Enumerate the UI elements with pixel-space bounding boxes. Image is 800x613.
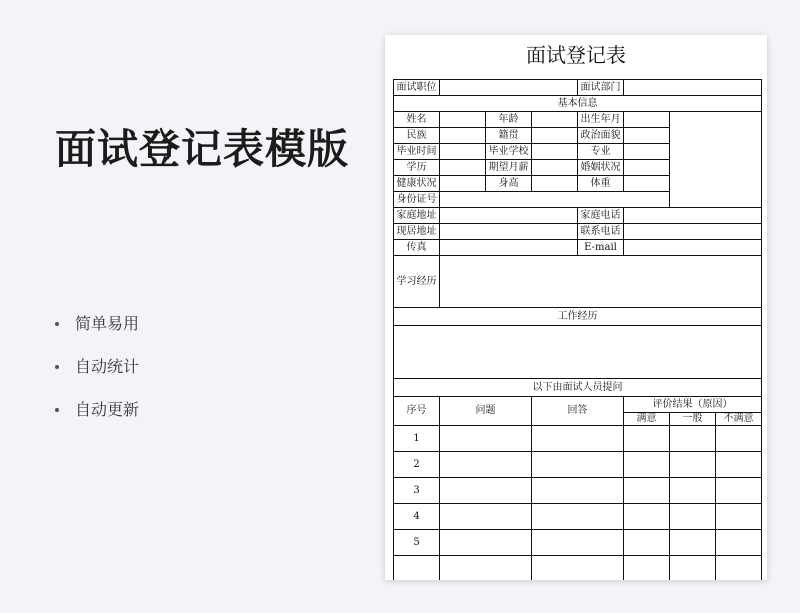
row-index: 1 [394, 426, 440, 452]
ethnicity-value[interactable] [440, 128, 486, 144]
home-phone-label: 家庭电话 [578, 208, 624, 224]
marital-status-label: 婚姻状况 [578, 160, 624, 176]
average-cell[interactable] [670, 478, 716, 504]
health-value[interactable] [440, 176, 486, 192]
fax-value[interactable] [440, 240, 578, 256]
answer-cell[interactable] [532, 556, 624, 581]
current-address-label: 现居地址 [394, 224, 440, 240]
feature-label: 自动统计 [75, 357, 140, 376]
feature-label: 自动更新 [75, 400, 140, 419]
height-value[interactable] [532, 176, 578, 192]
email-label: E-mail [578, 240, 624, 256]
study-history-label: 学习经历 [394, 256, 440, 308]
row-index: 3 [394, 478, 440, 504]
political-status-value[interactable] [624, 128, 670, 144]
age-value[interactable] [532, 112, 578, 128]
education-label: 学历 [394, 160, 440, 176]
bullet-dot [55, 322, 59, 326]
graduation-time-label: 毕业时间 [394, 144, 440, 160]
home-phone-value[interactable] [624, 208, 762, 224]
name-value[interactable] [440, 112, 486, 128]
question-cell[interactable] [440, 452, 532, 478]
question-cell[interactable] [440, 530, 532, 556]
form-title: 面试登记表 [526, 43, 626, 67]
bullet-dot [55, 365, 59, 369]
rating-average: 一般 [670, 413, 716, 426]
fax-label: 传真 [394, 240, 440, 256]
question-row [394, 530, 762, 556]
work-history-header: 工作经历 [394, 308, 762, 326]
average-cell[interactable] [670, 530, 716, 556]
question-row [394, 478, 762, 504]
basic-info-header: 基本信息 [394, 96, 762, 112]
unsatisfied-cell[interactable] [716, 478, 762, 504]
height-label: 身高 [486, 176, 532, 192]
form-preview-sheet [385, 35, 767, 580]
satisfied-cell[interactable] [624, 426, 670, 452]
rating-unsatisfied: 不满意 [716, 413, 762, 426]
question-cell[interactable] [440, 504, 532, 530]
native-place-label: 籍贯 [486, 128, 532, 144]
department-value[interactable] [624, 80, 762, 96]
question-cell[interactable] [440, 556, 532, 581]
birth-label: 出生年月 [578, 112, 624, 128]
rating-satisfied: 满意 [624, 413, 670, 426]
col-question-header: 问题 [440, 397, 532, 426]
average-cell[interactable] [670, 452, 716, 478]
answer-cell[interactable] [532, 530, 624, 556]
question-cell[interactable] [440, 478, 532, 504]
current-address-value[interactable] [440, 224, 578, 240]
native-place-value[interactable] [532, 128, 578, 144]
feature-list [55, 313, 139, 442]
average-cell[interactable] [670, 556, 716, 581]
unsatisfied-cell[interactable] [716, 452, 762, 478]
marital-status-value[interactable] [624, 160, 670, 176]
row-index: 4 [394, 504, 440, 530]
question-row [394, 504, 762, 530]
name-label: 姓名 [394, 112, 440, 128]
average-cell[interactable] [670, 426, 716, 452]
major-value[interactable] [624, 144, 670, 160]
position-label: 面试职位 [394, 80, 440, 96]
answer-cell[interactable] [532, 452, 624, 478]
interviewer-header: 以下由面试人员提问 [394, 379, 762, 397]
bullet-dot [55, 408, 59, 412]
unsatisfied-cell[interactable] [716, 530, 762, 556]
work-history-value[interactable] [394, 326, 762, 379]
school-label: 毕业学校 [486, 144, 532, 160]
col-evaluation-header: 评价结果（原因） [624, 397, 762, 413]
expected-salary-label: 期望月薪 [486, 160, 532, 176]
home-address-label: 家庭地址 [394, 208, 440, 224]
satisfied-cell[interactable] [624, 504, 670, 530]
answer-cell[interactable] [532, 504, 624, 530]
political-status-label: 政治面貌 [578, 128, 624, 144]
question-row [394, 452, 762, 478]
expected-salary-value[interactable] [532, 160, 578, 176]
satisfied-cell[interactable] [624, 556, 670, 581]
satisfied-cell[interactable] [624, 478, 670, 504]
answer-cell[interactable] [532, 426, 624, 452]
question-cell[interactable] [440, 426, 532, 452]
ethnicity-label: 民族 [394, 128, 440, 144]
unsatisfied-cell[interactable] [716, 556, 762, 581]
interview-form-table [393, 79, 762, 580]
feature-item [55, 356, 139, 377]
answer-cell[interactable] [532, 478, 624, 504]
major-label: 专业 [578, 144, 624, 160]
education-value[interactable] [440, 160, 486, 176]
promo-title: 面试登记表模版 [55, 125, 349, 173]
age-label: 年龄 [486, 112, 532, 128]
row-index: 5 [394, 530, 440, 556]
contact-phone-label: 联系电话 [578, 224, 624, 240]
question-row [394, 426, 762, 452]
row-index [394, 556, 440, 581]
home-address-value[interactable] [440, 208, 578, 224]
weight-label: 体重 [578, 176, 624, 192]
feature-item [55, 399, 139, 420]
feature-label: 简单易用 [75, 314, 140, 333]
position-value[interactable] [440, 80, 578, 96]
col-index-header: 序号 [394, 397, 440, 426]
health-label: 健康状况 [394, 176, 440, 192]
satisfied-cell[interactable] [624, 530, 670, 556]
question-row [394, 556, 762, 581]
department-label: 面试部门 [578, 80, 624, 96]
row-index: 2 [394, 452, 440, 478]
school-value[interactable] [532, 144, 578, 160]
graduation-time-value[interactable] [440, 144, 486, 160]
unsatisfied-cell[interactable] [716, 504, 762, 530]
birth-value[interactable] [624, 112, 670, 128]
weight-value[interactable] [624, 176, 670, 192]
study-history-value[interactable] [440, 256, 762, 308]
contact-phone-value[interactable] [624, 224, 762, 240]
photo-area[interactable] [670, 112, 762, 208]
unsatisfied-cell[interactable] [716, 426, 762, 452]
id-number-value[interactable] [440, 192, 670, 208]
email-value[interactable] [624, 240, 762, 256]
feature-item [55, 313, 139, 334]
satisfied-cell[interactable] [624, 452, 670, 478]
col-answer-header: 回答 [532, 397, 624, 426]
average-cell[interactable] [670, 504, 716, 530]
id-number-label: 身份证号 [394, 192, 440, 208]
